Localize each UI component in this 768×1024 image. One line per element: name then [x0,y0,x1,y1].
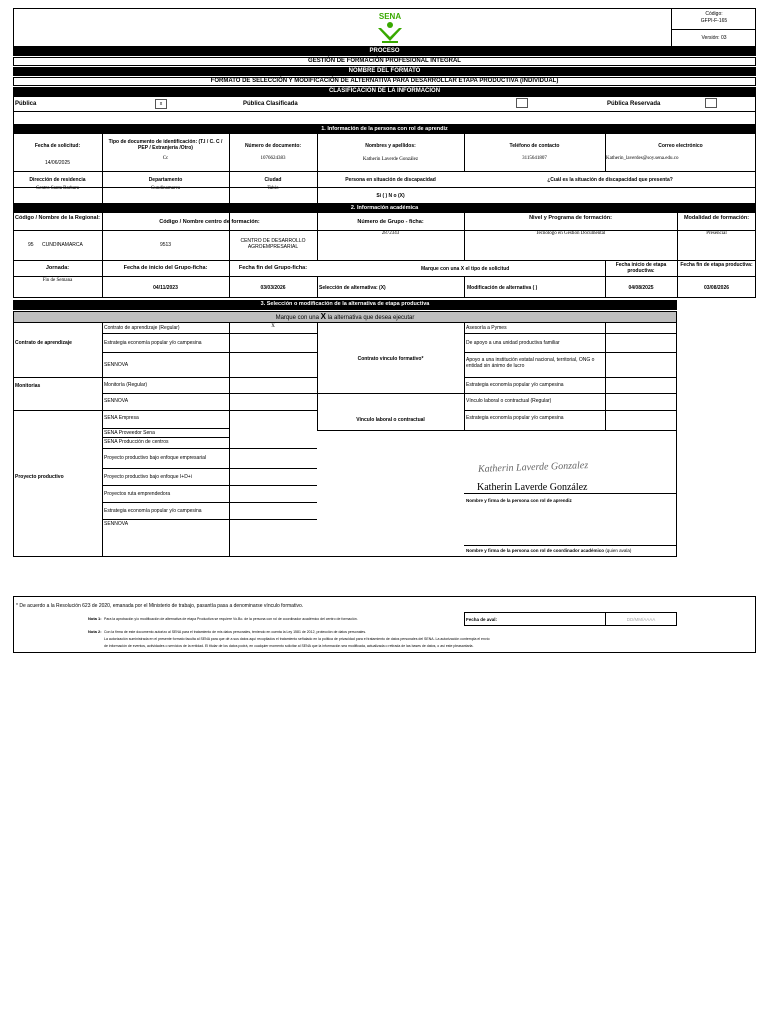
label-publica-clasificada: Pública Clasificada [243,101,298,107]
bar-titulo-formato: FORMATO DE SELECCIÓN Y MODIFICACIÓN DE ALTERNATIVA PARA DESARROLLAR ETAPA PRODUCTIVA (INDIVIDUAL) [13,77,756,86]
fecha-solicitud-value: 14/06/2025 [44,160,71,166]
option-sena-empresa[interactable]: SENA Empresa [104,415,139,421]
bar-gestion: GESTIÓN DE FORMACIÓN PROFESIONAL INTEGRAL [13,57,756,66]
option-unidad-familiar[interactable]: De apoyo a una unidad productiva familiar [466,340,560,346]
modalidad-value: Presencial [706,231,727,236]
group-proyecto-productivo: Proyecto productivo [15,474,64,480]
option-proyecto-idi[interactable]: Proyecto productivo bajo enfoque I+D+i [104,474,192,480]
telefono-label: Teléfono de contacto [509,143,560,149]
inicio-grupo-label: Fecha de inicio del Grupo-ficha: [123,265,208,271]
option-ruta-emprendedora[interactable]: Proyectos ruta emprendedora [104,491,171,497]
direccion-label: Dirección de residencia [29,177,86,183]
bar-nombre-formato: NOMBRE DEL FORMATO [13,67,756,76]
footnote-vinculo: * De acuerdo a la Resolución 623 de 2020, emanada por el Ministerio de trabajo, pasantía pasa a denominarse vínculo formativo. [16,603,304,609]
departamento-value: Cundinamarca [150,186,181,191]
bar-proceso: PROCESO [13,47,756,56]
correo-value: Katherin_laverdes@soy.sena.edu.co [606,156,679,161]
nota2-label: Nota 2: [88,629,102,634]
grupo-label: Número de Grupo - ficha: [357,219,424,225]
sena-logo [372,11,408,45]
fin-etapa-value: 03/08/2026 [703,285,730,291]
telefono-value: 3115641807 [522,156,547,161]
option-formativo-economia[interactable]: Estrategia economía popular y/o campesina [466,382,564,388]
numero-documento-value: 1076624383 [260,156,286,161]
bar-clasificacion: CLASIFICACIÓN DE LA INFORMACIÓN [13,87,756,96]
firma-coord-text: Nombre y firma de la persona con rol de coordinador académico [466,548,605,553]
option-sena-produccion[interactable]: SENA Producción de centros [104,439,169,445]
marque-post: la alternativa que desea ejecutar [327,315,415,321]
spacer-row [13,112,756,125]
option-institucion-estatal[interactable]: Apoyo a una institución estatal nacional, territorial, ONG o entidad sin ánimo de lucro [466,357,595,369]
numero-documento-label: Número de documento: [244,143,302,149]
inicio-etapa-label: Fecha inicio de etapa productiva: [615,262,667,274]
modificacion-alternativa[interactable]: Modificación de alternativa ( ) [467,285,538,291]
section2-title: 2. Información académica [13,204,756,213]
nombres-value: Katherin Laverde González [362,157,419,162]
option-monitoria-regular[interactable]: Monitoría (Regular) [104,382,148,388]
nivel-label: Nivel y Programa de formación: [529,215,612,221]
departamento-label: Departamento [148,177,183,183]
option-monitoria-sennova[interactable]: SENNOVA [104,398,129,404]
nombres-label: Nombres y apellidos: [365,143,416,149]
group-vinculo-formativo: Contrato vínculo formativo* [357,356,424,362]
option-contrato-regular-mark: X [271,324,275,329]
fin-grupo-label: Fecha fin del Grupo-ficha: [238,265,308,271]
option-laboral-economia[interactable]: Estrategia economía popular y/o campesina [466,415,564,421]
inicio-grupo-value: 04/11/2023 [153,285,178,291]
correo-label: Correo electrónico [658,143,703,149]
option-proyecto-economia[interactable]: Estrategia economía popular y/o campesina [104,508,202,514]
regional-label: Código / Nombre de la Regional: [15,215,100,221]
sena-logo-text: SENA [378,12,402,21]
group-monitorias: Monitorias [15,383,41,389]
nota2-line1: Con la firma de este documento autorizo al SENA para el tratamiento de mis datos personales, teniendo en cuenta la Ley 1581 de 2012, protección de datos personales. [104,630,367,634]
option-asesoria-pymes[interactable]: Asesoría a Pymes [466,325,507,331]
seleccion-alternativa[interactable]: Selección de alternativa: (X) [319,285,386,291]
signature-name: Katherin Laverde González [477,482,588,493]
centro-name: CENTRO DE DESARROLLO AGROEMPRESARIAL [240,238,306,250]
firma-coordinador-label [466,548,631,554]
fecha-aval-input[interactable]: DD/MM/AAAA [626,617,656,622]
tipo-documento-value: Cc [162,156,169,161]
option-contrato-regular[interactable]: Contrato de aprendizaje (Regular) [104,325,180,331]
firma-aprendiz-label: Nombre y firma de la persona con rol de aprendiz [466,498,572,503]
marque-pre: Marque con una [275,315,319,321]
section3-title: 3. Selección o modificación de la alternativa de etapa productiva [13,300,677,310]
centro-code: 9513 [159,242,172,248]
code-value: GFPI-F-165 [700,18,728,24]
tipo-documento-label: Tipo de documento de identificación: (T.I / C. C / PEP / Extranjería /Otro) [108,139,223,151]
centro-label: Código / Nombre centro de formación: [159,219,260,225]
marque-x: X [320,312,326,321]
option-contrato-economia[interactable]: Estrategia economía popular y/o campesina [104,340,202,346]
firma-coord-note: (quien avala) [605,548,632,553]
label-publica: Pública [15,101,37,107]
header-frame [13,8,671,47]
regional-code: 95 [28,242,34,248]
group-vinculo-laboral: Vínculo laboral o contractual [356,417,425,423]
fin-grupo-value: 03/03/2026 [260,285,286,291]
fin-etapa-label: Fecha fin de etapa productiva: [680,262,753,268]
modalidad-label: Modalidad de formación: [683,215,750,221]
nota2-line2: La autorización suministrada en el presente formato faculta al SENA para que dé a sus datos aquí recopilados el tratamiento señalado en la política de privacidad para el tratamiento de datos personales del SENA. La autorización contempla el envío [104,637,490,641]
cual-discapacidad-label: ¿Cuál es la situación de discapacidad que presenta? [547,177,673,183]
ciudad-value: Tabio [267,186,279,191]
label-publica-reservada: Pública Reservada [607,101,661,107]
ciudad-label: Ciudad [264,177,282,183]
direccion-value: Centro Santa Barbara [35,186,80,191]
discapacidad-label: Persona en situación de discapacidad [345,177,436,183]
fecha-aval-label: Fecha de aval: [466,617,498,622]
checkbox-reservada[interactable] [705,98,717,108]
nota1-text: Para la aprobación y/o modificación de alternativa de etapa Productiva se requiere Vo.Bo. de la persona con rol de coordinador académico del centro de formación. [104,617,358,621]
regional-name: CUNDINAMARCA [42,242,83,248]
option-sena-proveedor[interactable]: SENA Proveedor Sena [104,430,155,436]
marque-tipo-solicitud: Marque con una X el tipo de solicitud [421,266,510,272]
option-contrato-sennova[interactable]: SENNOVA [104,362,129,368]
discapacidad-value: Si ( ) N o (X) [376,193,405,199]
group-contrato-aprendizaje: Contrato de aprendizaje [15,340,72,346]
nota1-label: Nota 1: [88,616,102,621]
option-laboral-regular[interactable]: Vínculo laboral o contractual (Regular) [466,398,552,404]
nota2-line3: de información de eventos, actividades o servicios de la entidad. El titular de los datos podrá, en cualquier momento solicitar al SENA que la información sea modificada, actualizada o retirada de las bases de datos, o así este pleasantarla. [104,644,474,648]
option-proyecto-empresarial[interactable]: Proyecto productivo bajo enfoque empresarial [104,455,207,461]
section1-title: 1. Información de la persona con rol de aprendiz [13,125,756,134]
section3-instruction [13,311,677,323]
checkbox-publica-mark: x [159,101,163,107]
version-label: Versión: 03 [701,35,727,41]
code-label: Código: [705,11,723,17]
jornada-label: Jornada: [45,265,70,271]
checkbox-clasificada[interactable] [516,98,528,108]
option-proyecto-sennova[interactable]: SENNOVA [104,521,129,527]
nivel-value: Tecnologo en Gestion Documental [535,231,606,236]
grupo-value: 2872343 [381,231,400,236]
inicio-etapa-value: 04/08/2025 [628,285,654,291]
fecha-solicitud-label: Fecha de solicitud: [34,143,81,149]
signature-script: Katherin Laverde Gonzalez [477,460,589,475]
jornada-value: Fin de Semana [42,278,73,283]
